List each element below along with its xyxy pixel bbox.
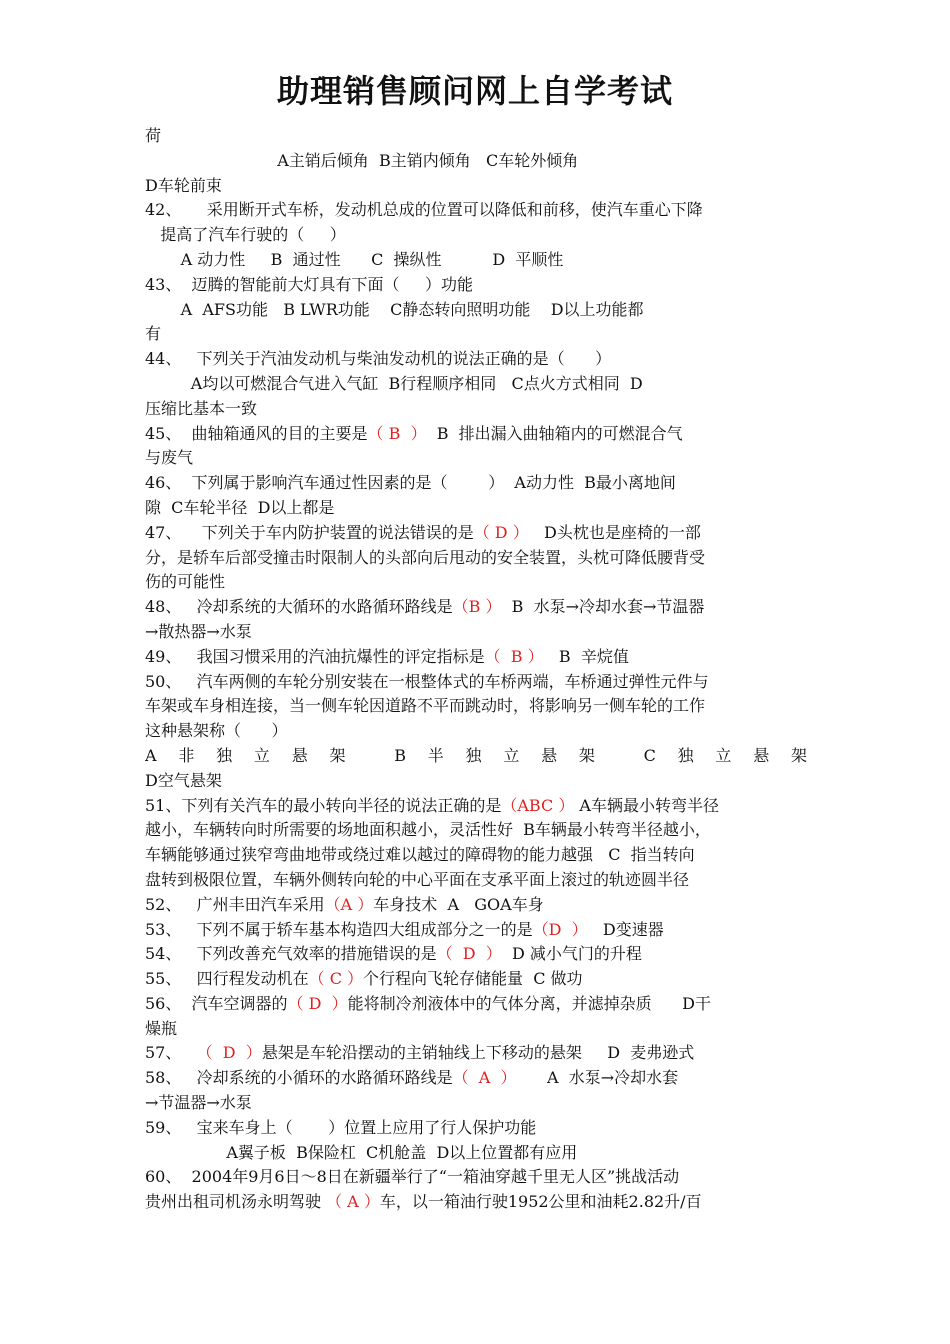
line-text: 燥瓶 bbox=[145, 1018, 178, 1038]
answer-mark: （D ） bbox=[532, 919, 588, 939]
line-text: 盘转到极限位置，车辆外侧转向轮的中心平面在支承平面上滚过的轨迹圆半径 bbox=[145, 869, 690, 889]
line-text: A主销后倾角 B主销内倾角 C车轮外倾角 bbox=[145, 150, 579, 170]
line-text: 荷 bbox=[145, 126, 162, 145]
text-line bbox=[145, 1165, 807, 1190]
answer-mark: （ D ） bbox=[473, 522, 529, 542]
answer-mark: （A ） bbox=[324, 894, 374, 914]
text-line bbox=[145, 124, 807, 149]
line-text: 50、 汽车两侧的车轮分别安装在一根整体式的车桥两端，车桥通过弹性元件与 bbox=[145, 671, 709, 691]
line-text-after: B 排出漏入曲轴箱内的可燃混合气 bbox=[426, 423, 683, 443]
text-line bbox=[145, 645, 807, 670]
line-text: 49、 我国习惯采用的汽油抗爆性的评定指标是 bbox=[145, 646, 485, 666]
line-text: A翼子板 B保险杠 C机舱盖 D以上位置都有应用 bbox=[145, 1142, 578, 1162]
text-line bbox=[145, 843, 807, 868]
line-text: 压缩比基本一致 bbox=[145, 398, 258, 418]
line-text-after: B 水泵→冷却水套→节温器 bbox=[501, 597, 705, 617]
line-text-after: D 减小气门的升程 bbox=[501, 944, 642, 964]
text-line bbox=[145, 694, 807, 719]
line-text-after: A 水泵→冷却水套 bbox=[516, 1068, 679, 1088]
line-text: A非独立悬架 B半独立悬架 C独立悬架 bbox=[145, 745, 807, 765]
text-line bbox=[145, 1091, 807, 1116]
text-line bbox=[145, 322, 807, 347]
line-text: →散热器→水泵 bbox=[145, 621, 252, 641]
text-line bbox=[145, 248, 807, 273]
text-line bbox=[145, 1116, 807, 1141]
line-text: 与废气 bbox=[145, 448, 194, 468]
question-list bbox=[145, 124, 807, 1215]
text-line bbox=[145, 198, 807, 223]
line-text: A AFS功能 B LWR功能 C静态转向照明功能 D以上功能都 bbox=[145, 299, 644, 319]
text-line bbox=[145, 992, 807, 1017]
text-line bbox=[145, 347, 807, 372]
line-text: 58、 冷却系统的小循环的水路循环路线是 bbox=[145, 1068, 453, 1088]
text-line bbox=[145, 397, 807, 422]
line-text: →节温器→水泵 bbox=[145, 1093, 252, 1113]
line-text: 44、 下列关于汽油发动机与柴油发动机的说法正确的是（ ） bbox=[145, 349, 612, 369]
line-text-after: 车身技术 A GOA车身 bbox=[373, 894, 544, 914]
line-text-after: D头枕也是座椅的一部 bbox=[528, 522, 701, 542]
text-line bbox=[145, 719, 807, 744]
text-line bbox=[145, 570, 807, 595]
line-text: A 动力性 B 通过性 C 操纵性 D 平顺性 bbox=[145, 249, 564, 269]
text-line bbox=[145, 372, 807, 397]
text-line bbox=[145, 967, 807, 992]
text-line bbox=[145, 422, 807, 447]
answer-mark: （ D ） bbox=[196, 1043, 262, 1063]
line-text: 贵州出租司机汤永明驾驶 bbox=[145, 1192, 327, 1212]
text-line bbox=[145, 818, 807, 843]
answer-mark: （ B ） bbox=[367, 423, 427, 443]
answer-mark: （ D ） bbox=[436, 944, 502, 964]
text-line bbox=[145, 174, 807, 199]
line-text: 60、 2004年9月6日～8日在新疆举行了“一箱油穿越千里无人区”挑战活动 bbox=[145, 1167, 680, 1187]
line-text-after: 能将制冷剂液体中的气体分离，并滤掉杂质 D干 bbox=[347, 993, 711, 1013]
line-text: 45、 曲轴箱通风的目的主要是 bbox=[145, 423, 368, 443]
line-text-after: 个行程向飞轮存储能量 C 做功 bbox=[363, 969, 583, 989]
line-text: 越小，车辆转向时所需要的场地面积越小，灵活性好 B车辆最小转弯半径越小， bbox=[145, 820, 711, 840]
answer-mark: （ A ） bbox=[326, 1192, 380, 1212]
text-line bbox=[145, 446, 807, 471]
text-line bbox=[145, 1017, 807, 1042]
line-text: 车架或车身相连接，当一侧车轮因道路不平而跳动时，将影响另一侧车轮的工作 bbox=[145, 696, 706, 716]
line-text: 43、 迈腾的智能前大灯具有下面（ ）功能 bbox=[145, 274, 473, 294]
text-line bbox=[145, 223, 807, 248]
line-text: 有 bbox=[145, 324, 162, 344]
line-text: 分，是轿车后部受撞击时限制人的头部向后甩动的安全装置，头枕可降低腰背受 bbox=[145, 547, 706, 567]
text-line bbox=[145, 942, 807, 967]
line-text: A均以可燃混合气进入气缸 B行程顺序相同 C点火方式相同 D bbox=[145, 373, 643, 393]
line-text: 提高了汽车行驶的（ ） bbox=[145, 225, 346, 245]
answer-mark: （ABC ） bbox=[501, 795, 575, 815]
answer-mark: （ C ） bbox=[308, 969, 364, 989]
line-text: 隙 C车轮半径 D以上都是 bbox=[145, 497, 335, 517]
text-line bbox=[145, 496, 807, 521]
line-text-after: 车，以一箱油行驶1952公里和油耗2.82升/百 bbox=[379, 1192, 702, 1212]
text-line bbox=[145, 595, 807, 620]
text-line bbox=[145, 670, 807, 695]
line-text: 车辆能够通过狭窄弯曲地带或绕过难以越过的障碍物的能力越强 C 指当转向 bbox=[145, 845, 695, 865]
text-line bbox=[145, 521, 807, 546]
line-text-after: D变速器 bbox=[587, 919, 664, 939]
text-line bbox=[145, 1066, 807, 1091]
line-text: 56、 汽车空调器的 bbox=[145, 993, 288, 1013]
line-text: 47、 下列关于车内防护装置的说法错误的是 bbox=[145, 522, 474, 542]
text-line bbox=[145, 149, 807, 174]
line-text: 46、 下列属于影响汽车通过性因素的是（ ） A动力性 B最小离地间 bbox=[145, 473, 676, 493]
line-text: 53、 下列不属于轿车基本构造四大组成部分之一的是 bbox=[145, 919, 533, 939]
line-text-after: 悬架是车轮沿摆动的主销轴线上下移动的悬架 D 麦弗逊式 bbox=[261, 1043, 695, 1063]
answer-mark: （ B ） bbox=[484, 646, 544, 666]
answer-mark: （ A ） bbox=[452, 1068, 517, 1088]
text-line bbox=[145, 794, 807, 819]
text-line bbox=[145, 1041, 807, 1066]
line-text-after: A车辆最小转弯半径 bbox=[574, 795, 719, 815]
text-line bbox=[145, 918, 807, 943]
line-text: 55、 四行程发动机在 bbox=[145, 969, 309, 989]
line-text: 59、 宝来车身上（ ）位置上应用了行人保护功能 bbox=[145, 1117, 537, 1137]
text-line bbox=[145, 1190, 807, 1215]
text-line bbox=[145, 893, 807, 918]
line-text: 54、 下列改善充气效率的措施错误的是 bbox=[145, 944, 437, 964]
text-line bbox=[145, 273, 807, 298]
line-text: 57、 bbox=[145, 1043, 197, 1063]
text-line bbox=[145, 1141, 807, 1166]
answer-mark: （B ） bbox=[452, 597, 502, 617]
text-line bbox=[145, 471, 807, 496]
text-line bbox=[145, 620, 807, 645]
line-text: 48、 冷却系统的大循环的水路循环路线是 bbox=[145, 597, 453, 617]
line-text: 42、 采用断开式车桥，发动机总成的位置可以降低和前移，使汽车重心下降 bbox=[145, 200, 703, 220]
text-line bbox=[145, 769, 807, 794]
answer-mark: （ D ） bbox=[287, 993, 348, 1013]
line-text: 这种悬架称（ ） bbox=[145, 721, 288, 741]
text-line bbox=[145, 868, 807, 893]
line-text-after: B 辛烷值 bbox=[543, 646, 629, 666]
line-text: D车轮前束 bbox=[145, 175, 222, 195]
text-line bbox=[145, 546, 807, 571]
line-text: D空气悬架 bbox=[145, 770, 222, 790]
text-line bbox=[145, 298, 807, 323]
line-text: 51、下列有关汽车的最小转向半径的说法正确的是 bbox=[145, 795, 502, 815]
text-line bbox=[145, 744, 807, 769]
line-text: 52、 广州丰田汽车采用 bbox=[145, 894, 325, 914]
line-text: 伤的可能性 bbox=[145, 572, 226, 592]
document-title: 助理销售顾问网上自学考试 bbox=[276, 72, 673, 110]
